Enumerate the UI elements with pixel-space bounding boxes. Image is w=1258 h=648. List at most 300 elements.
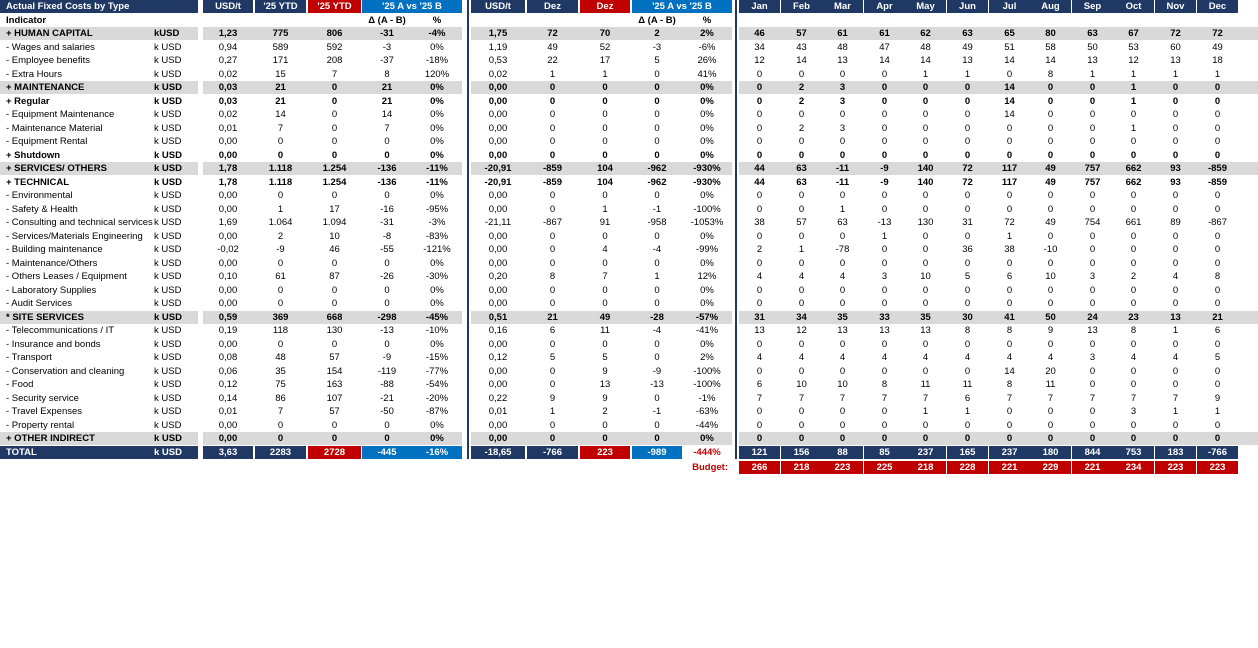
cell[interactable]: 0	[964, 109, 971, 120]
cell[interactable]: 0	[1172, 95, 1179, 107]
cell[interactable]: 0	[881, 406, 888, 417]
cell[interactable]: 9	[1047, 325, 1054, 336]
cell[interactable]: 0	[1089, 230, 1096, 242]
cell[interactable]: 13	[599, 379, 611, 390]
cell[interactable]: 0,00	[488, 122, 508, 134]
row-label[interactable]: + HUMAN CAPITAL	[6, 28, 93, 39]
cell[interactable]: 0	[549, 244, 556, 255]
cell[interactable]: 7	[277, 122, 284, 134]
cell[interactable]: -1	[652, 203, 662, 215]
cell[interactable]: 10	[837, 379, 848, 390]
cell[interactable]: 1	[964, 68, 971, 80]
cell[interactable]: 0	[602, 298, 608, 309]
cell[interactable]: 0	[1130, 136, 1137, 147]
cell[interactable]: 17	[599, 55, 611, 66]
cell[interactable]: 140	[917, 163, 934, 174]
cell[interactable]: 0	[1089, 338, 1096, 350]
cell[interactable]: 0	[922, 122, 929, 134]
row-unit[interactable]: k USD	[154, 68, 182, 80]
cell[interactable]: 0	[756, 257, 763, 269]
cell[interactable]: 86	[275, 392, 286, 404]
cell[interactable]: 0,00	[488, 338, 508, 350]
row-unit[interactable]: k USD	[154, 419, 182, 431]
cell[interactable]: 0	[1130, 230, 1137, 242]
cell[interactable]: 0	[654, 257, 660, 269]
row-label[interactable]: - Wages and salaries	[6, 41, 95, 53]
cell[interactable]: 63	[796, 163, 807, 174]
cell[interactable]: 0	[881, 338, 888, 350]
row-label[interactable]: + Shutdown	[6, 149, 61, 161]
cell[interactable]: 1,69	[218, 217, 238, 228]
row-label[interactable]: - Others Leases / Equipment	[6, 271, 127, 282]
cell[interactable]: 13	[962, 55, 973, 66]
budget-value-dec[interactable]: 223	[1197, 461, 1238, 474]
cell[interactable]: 0	[756, 365, 763, 377]
cell[interactable]: 0	[1214, 95, 1221, 107]
cell[interactable]: 3	[1130, 406, 1137, 417]
cell[interactable]: 10	[796, 379, 807, 390]
cell[interactable]: 0	[549, 82, 556, 93]
cell[interactable]: 2	[602, 406, 608, 417]
cell[interactable]: 0	[1006, 190, 1013, 201]
cell[interactable]: -298	[377, 311, 397, 323]
cell[interactable]: 4	[1130, 352, 1137, 363]
cell[interactable]: 0	[798, 257, 805, 269]
cell[interactable]: -766	[527, 446, 578, 459]
cell[interactable]: 3	[1089, 271, 1096, 282]
budget-value-mar[interactable]: 223	[822, 461, 863, 474]
cell[interactable]: -88	[380, 379, 394, 390]
cell[interactable]: 7	[602, 271, 608, 282]
cell[interactable]: 0	[1089, 298, 1096, 309]
row-label[interactable]: - Conservation and cleaning	[6, 365, 125, 377]
row-unit[interactable]: k USD	[154, 149, 182, 161]
row-unit[interactable]: k USD	[154, 136, 182, 147]
cell[interactable]: 0	[1130, 149, 1137, 161]
cell[interactable]: 1	[881, 230, 888, 242]
cell[interactable]: 0	[1172, 203, 1179, 215]
cell[interactable]: 0	[1130, 244, 1137, 255]
cell[interactable]: -37	[380, 55, 394, 66]
row-unit[interactable]: k USD	[154, 271, 182, 282]
cell[interactable]: 13	[1170, 311, 1181, 323]
cell[interactable]: 0	[798, 338, 805, 350]
cell[interactable]: 0	[1047, 109, 1054, 120]
cell[interactable]: 38	[1004, 244, 1015, 255]
cell[interactable]: 0	[756, 406, 763, 417]
cell[interactable]: -1053%	[690, 217, 724, 228]
cell[interactable]: 0	[964, 433, 971, 444]
cell[interactable]: 1	[922, 68, 929, 80]
cell[interactable]: 0,53	[488, 55, 508, 66]
cell[interactable]: 0	[839, 109, 846, 120]
cell[interactable]: 72	[1004, 217, 1015, 228]
cell[interactable]: 1,19	[488, 41, 508, 53]
cell[interactable]: 0	[1047, 149, 1054, 161]
cell[interactable]: 0	[602, 338, 608, 350]
cell[interactable]: 0%	[700, 190, 714, 201]
cell[interactable]: 0	[1214, 109, 1221, 120]
row-unit[interactable]: k USD	[154, 244, 182, 255]
cell[interactable]: 0	[1006, 122, 1013, 134]
row-unit[interactable]: k USD	[154, 163, 182, 174]
cell[interactable]: 0	[1006, 298, 1013, 309]
cell[interactable]: 5	[654, 55, 660, 66]
header-month-mar[interactable]: Mar	[822, 0, 863, 13]
row-label[interactable]: - Security service	[6, 392, 79, 404]
cell[interactable]: 0	[1130, 379, 1137, 390]
cell[interactable]: 0	[798, 136, 805, 147]
cell[interactable]: 0	[1214, 82, 1221, 93]
cell[interactable]: -962	[647, 163, 667, 174]
cell[interactable]: 0%	[700, 136, 714, 147]
header-month-apr[interactable]: Apr	[864, 0, 905, 13]
cell[interactable]: 6	[756, 379, 763, 390]
cell[interactable]: -4	[652, 244, 662, 255]
cell[interactable]: 4	[881, 352, 888, 363]
cell[interactable]: 0,00	[488, 244, 508, 255]
cell[interactable]: 52	[599, 41, 611, 53]
cell[interactable]: -83%	[425, 230, 449, 242]
cell[interactable]: 0,02	[218, 109, 238, 120]
header-ytd-actual[interactable]: '25 YTD	[255, 0, 306, 13]
row-unit[interactable]: k USD	[154, 95, 182, 107]
cell[interactable]: 87	[329, 271, 340, 282]
header-month-jun[interactable]: Jun	[947, 0, 988, 13]
budget-value-aug[interactable]: 229	[1030, 461, 1071, 474]
cell[interactable]: 0	[964, 257, 971, 269]
cell[interactable]: 0	[1172, 122, 1179, 134]
header-month-feb[interactable]: Feb	[781, 0, 822, 13]
cell[interactable]: 237	[989, 446, 1030, 459]
cell[interactable]: -26	[380, 271, 394, 282]
cell[interactable]: 13	[1087, 55, 1098, 66]
cell[interactable]: -16	[380, 203, 394, 215]
cell[interactable]: 0	[384, 190, 390, 201]
cell[interactable]: 0	[384, 257, 390, 269]
cell[interactable]: 1	[922, 406, 929, 417]
cell[interactable]: 43	[796, 41, 807, 53]
cell[interactable]: 14	[1004, 95, 1015, 107]
cell[interactable]: 89	[1170, 217, 1181, 228]
cell[interactable]: 1	[1130, 122, 1137, 134]
cell[interactable]: 0	[798, 149, 805, 161]
row-unit[interactable]: k USD	[154, 217, 182, 228]
cell[interactable]: 24	[1087, 311, 1098, 323]
subheader-pct-month[interactable]: %	[702, 14, 712, 26]
cell[interactable]: 4	[756, 352, 763, 363]
cell[interactable]: 0%	[700, 338, 714, 350]
cell[interactable]: 51	[1004, 41, 1015, 53]
cell[interactable]: 0,51	[488, 311, 508, 323]
header-unit-blank[interactable]	[154, 0, 198, 13]
cell[interactable]: 0	[756, 122, 763, 134]
cell[interactable]: 0	[549, 203, 556, 215]
cell[interactable]: 5	[549, 352, 556, 363]
cell[interactable]: 0,00	[218, 338, 238, 350]
cell[interactable]: 1.254	[322, 163, 347, 174]
cell[interactable]: 0	[1089, 433, 1096, 444]
cell[interactable]: 0	[331, 257, 338, 269]
cell[interactable]: 6	[1006, 271, 1013, 282]
cell[interactable]: 0	[654, 149, 660, 161]
cell[interactable]: 0	[1214, 433, 1221, 444]
cell[interactable]: 130	[326, 325, 343, 336]
cell[interactable]: -11%	[426, 176, 448, 188]
cell[interactable]: 0	[654, 109, 660, 120]
cell[interactable]: 0	[1130, 190, 1137, 201]
cell[interactable]: 0,00	[488, 298, 508, 309]
cell[interactable]: 50	[1045, 311, 1056, 323]
row-label[interactable]: + MAINTENANCE	[6, 82, 85, 93]
cell[interactable]: -859	[1207, 163, 1227, 174]
cell[interactable]: 11	[1045, 379, 1056, 390]
sheet-title[interactable]: Actual Fixed Costs by Type	[0, 0, 154, 13]
cell[interactable]: 7	[384, 122, 390, 134]
cell[interactable]: 4	[1172, 271, 1179, 282]
cell[interactable]: 0	[654, 352, 660, 363]
cell[interactable]: 0,00	[488, 109, 508, 120]
cell[interactable]: 13	[1170, 55, 1181, 66]
cell[interactable]: 26%	[697, 55, 717, 66]
cell[interactable]: 0	[1130, 433, 1137, 444]
cell[interactable]: 0,00	[488, 419, 508, 431]
cell[interactable]: 9	[1214, 392, 1221, 404]
cell[interactable]: 0	[1089, 190, 1096, 201]
cell[interactable]: 0,00	[488, 379, 508, 390]
cell[interactable]: 75	[275, 379, 286, 390]
cell[interactable]: 223	[580, 446, 630, 459]
cell[interactable]: 4	[964, 352, 971, 363]
cell[interactable]: 775	[272, 28, 289, 39]
cell[interactable]: 0,19	[218, 325, 238, 336]
row-unit[interactable]: k USD	[154, 176, 182, 188]
cell[interactable]: 47	[879, 41, 890, 53]
cell[interactable]: 0	[756, 95, 763, 107]
budget-value-feb[interactable]: 218	[781, 461, 822, 474]
cell[interactable]: -100%	[693, 203, 721, 215]
cell[interactable]: 0,00	[218, 433, 238, 444]
cell[interactable]: 0,08	[218, 352, 238, 363]
row-unit[interactable]: k USD	[154, 352, 182, 363]
cell[interactable]: 0	[1089, 379, 1096, 390]
cell[interactable]: 0	[964, 122, 971, 134]
cell[interactable]: 0	[881, 136, 888, 147]
cell[interactable]: 0	[839, 257, 846, 269]
cell[interactable]: 0	[922, 338, 929, 350]
header-month-may[interactable]: May	[905, 0, 946, 13]
cell[interactable]: 0	[1047, 190, 1054, 201]
cell[interactable]: 0	[756, 298, 763, 309]
budget-value-jun[interactable]: 228	[947, 461, 988, 474]
cell[interactable]: 1	[1089, 68, 1096, 80]
cell[interactable]: 0	[1172, 136, 1179, 147]
cell[interactable]: -100%	[693, 379, 721, 390]
row-unit[interactable]: k USD	[154, 82, 182, 93]
cell[interactable]: 46	[329, 244, 340, 255]
cell[interactable]: 3	[839, 95, 846, 107]
cell[interactable]: 2%	[700, 352, 714, 363]
cell[interactable]: -766	[1197, 446, 1238, 459]
cell[interactable]: 0,00	[488, 82, 508, 93]
cell[interactable]: 0	[1214, 365, 1221, 377]
cell[interactable]: 0	[1214, 190, 1221, 201]
cell[interactable]: 0	[839, 149, 846, 161]
cell[interactable]: 0	[1047, 257, 1054, 269]
cell[interactable]: 0	[964, 203, 971, 215]
row-unit[interactable]: k USD	[154, 122, 182, 134]
row-label[interactable]: - Employee benefits	[6, 55, 90, 66]
cell[interactable]: 5	[964, 271, 971, 282]
cell[interactable]: 0	[277, 298, 284, 309]
cell[interactable]: 0	[964, 284, 971, 296]
budget-value-jan[interactable]: 266	[739, 461, 780, 474]
header-month-aug[interactable]: Aug	[1030, 0, 1071, 13]
cell[interactable]: 0	[1089, 136, 1096, 147]
cell[interactable]: 17	[329, 203, 340, 215]
row-unit[interactable]: k USD	[154, 446, 198, 459]
cell[interactable]: 1	[1006, 230, 1013, 242]
row-label[interactable]: + TECHNICAL	[6, 176, 70, 188]
cell[interactable]: 0,00	[488, 95, 508, 107]
cell[interactable]: 3,63	[203, 446, 253, 459]
cell[interactable]: -958	[647, 217, 667, 228]
cell[interactable]: 15	[275, 68, 286, 80]
cell[interactable]: 13	[837, 325, 848, 336]
cell[interactable]: 1	[1130, 95, 1137, 107]
row-label[interactable]: - Maintenance Material	[6, 122, 103, 134]
cell[interactable]: 0	[798, 109, 805, 120]
cell[interactable]: 0%	[700, 122, 714, 134]
cell[interactable]: 0	[1006, 68, 1013, 80]
cell[interactable]: 156	[781, 446, 822, 459]
cell[interactable]: -136	[377, 176, 397, 188]
cell[interactable]: -445	[362, 446, 412, 459]
budget-value-jul[interactable]: 221	[989, 461, 1030, 474]
budget-value-sep[interactable]: 221	[1072, 461, 1113, 474]
cell[interactable]: 4	[839, 271, 846, 282]
cell[interactable]: -9	[880, 163, 889, 174]
cell[interactable]: 0	[384, 419, 390, 431]
header-month-nov[interactable]: Nov	[1155, 0, 1196, 13]
cell[interactable]: 0	[798, 298, 805, 309]
cell[interactable]: 0	[839, 406, 846, 417]
cell[interactable]: -45%	[425, 311, 449, 323]
cell[interactable]: -99%	[695, 244, 719, 255]
cell[interactable]: 0	[277, 419, 284, 431]
cell[interactable]: 0	[549, 122, 556, 134]
cell[interactable]: 0,06	[218, 365, 238, 377]
cell[interactable]: 0	[1047, 338, 1054, 350]
row-unit[interactable]: k USD	[154, 392, 182, 404]
cell[interactable]: 0	[964, 190, 971, 201]
row-unit[interactable]: k USD	[154, 190, 182, 201]
cell[interactable]: 1	[654, 271, 660, 282]
cell[interactable]: 2%	[700, 28, 714, 39]
cell[interactable]: 0	[1089, 82, 1096, 93]
cell[interactable]: -11	[835, 176, 850, 188]
cell[interactable]: 0	[1172, 284, 1179, 296]
cell[interactable]: 0	[1006, 433, 1013, 444]
cell[interactable]: 0	[1130, 338, 1137, 350]
cell[interactable]: 0	[922, 95, 929, 107]
cell[interactable]: 0	[1006, 419, 1013, 431]
cell[interactable]: 63	[796, 176, 807, 188]
cell[interactable]: 0	[964, 365, 971, 377]
cell[interactable]: 34	[754, 41, 765, 53]
cell[interactable]: 1	[549, 68, 556, 80]
cell[interactable]: 0	[1006, 257, 1013, 269]
cell[interactable]: 0	[881, 244, 888, 255]
cell[interactable]: -55	[380, 244, 394, 255]
cell[interactable]: 0	[881, 109, 888, 120]
cell[interactable]: 2	[798, 82, 805, 93]
cell[interactable]: 0	[549, 379, 556, 390]
cell[interactable]: 1	[964, 406, 971, 417]
cell[interactable]: 8	[1006, 325, 1013, 336]
cell[interactable]: 0	[881, 82, 888, 93]
cell[interactable]: 0	[798, 190, 805, 201]
cell[interactable]: 14	[920, 55, 931, 66]
cell[interactable]: 2	[1130, 271, 1137, 282]
cell[interactable]: -867	[1207, 217, 1227, 228]
cell[interactable]: 0	[1130, 284, 1137, 296]
cell[interactable]: 7	[922, 392, 929, 404]
cell[interactable]: 1	[1172, 406, 1179, 417]
cell[interactable]: 7	[331, 68, 338, 80]
cell[interactable]: 0	[277, 190, 284, 201]
cell[interactable]: 3	[881, 271, 888, 282]
cell[interactable]: -8	[382, 230, 392, 242]
cell[interactable]: 0	[964, 338, 971, 350]
cell[interactable]: 120%	[424, 68, 450, 80]
cell[interactable]: 369	[272, 311, 289, 323]
header-dez-actual[interactable]: Dez	[527, 0, 578, 13]
cell[interactable]: -44%	[695, 419, 719, 431]
cell[interactable]: 0	[1130, 203, 1137, 215]
cell[interactable]: 57	[796, 217, 807, 228]
cell[interactable]: 0	[881, 190, 888, 201]
budget-value-apr[interactable]: 225	[864, 461, 905, 474]
cell[interactable]: -859	[542, 163, 562, 174]
cell[interactable]: -989	[632, 446, 682, 459]
cell[interactable]: 14	[1004, 82, 1015, 93]
cell[interactable]: 41%	[697, 68, 717, 80]
cell[interactable]: 0%	[700, 298, 714, 309]
cell[interactable]: 0	[384, 338, 390, 350]
cell[interactable]: 0%	[700, 82, 714, 93]
cell[interactable]: 31	[754, 311, 765, 323]
header-delta-month[interactable]: '25 A vs '25 B	[632, 0, 732, 13]
cell[interactable]: 0	[549, 419, 556, 431]
cell[interactable]: 0	[881, 149, 888, 161]
cell[interactable]: 0	[1214, 257, 1221, 269]
cell[interactable]: 8	[964, 325, 971, 336]
cell[interactable]: 14	[796, 55, 807, 66]
cell[interactable]: 165	[947, 446, 988, 459]
cell[interactable]: 0	[549, 136, 556, 147]
cell[interactable]: 72	[547, 28, 558, 39]
cell[interactable]: 0%	[430, 433, 444, 444]
cell[interactable]: -6%	[698, 41, 716, 53]
cell[interactable]: 31	[962, 217, 973, 228]
cell[interactable]: 0,00	[488, 203, 508, 215]
cell[interactable]: 0	[1214, 244, 1221, 255]
cell[interactable]: 72	[1170, 28, 1181, 39]
cell[interactable]: 0	[964, 136, 971, 147]
header-month-jul[interactable]: Jul	[989, 0, 1030, 13]
cell[interactable]: 6	[964, 392, 971, 404]
